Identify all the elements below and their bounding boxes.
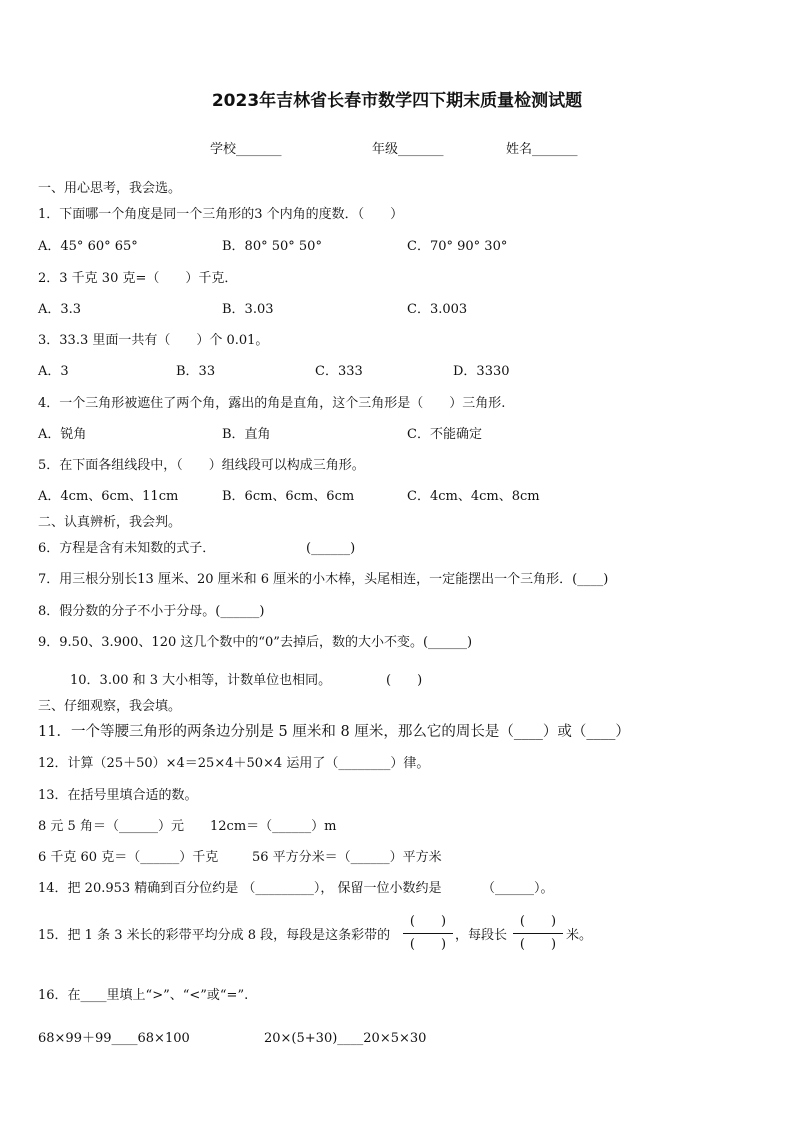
- option-a[interactable]: A．锐角: [38, 427, 87, 442]
- question-stem: 3．33.3 里面一共有（ ）个 0.01。: [38, 333, 269, 348]
- denominator-blank: ( ): [519, 937, 557, 952]
- option-c[interactable]: C．70° 90° 30°: [407, 239, 508, 254]
- question-stem: 11．一个等腰三角形的两条边分别是 5 厘米和 8 厘米，那么它的周长是（____）或（____）: [38, 724, 630, 740]
- question-stem: 1．下面哪一个角度是同一个三角形的3 个内角的度数．（ ）: [38, 207, 404, 222]
- fill-item: 12cm＝（______）m: [210, 819, 337, 834]
- answer-blank[interactable]: （______）。: [482, 881, 554, 896]
- fill-item: 6 千克 60 克＝（______）千克: [38, 850, 219, 865]
- answer-blank[interactable]: (______): [306, 541, 356, 556]
- question-stem: 15．把 1 条 3 米长的彩带平均分成 8 段，每段是这条彩带的: [38, 928, 391, 943]
- page-title: 2023年吉林省长春市数学四下期末质量检测试题: [211, 91, 583, 111]
- option-a[interactable]: A．4cm、6cm、11cm: [38, 489, 179, 504]
- fraction-blank-2[interactable]: [513, 913, 563, 954]
- question-stem: 5．在下面各组线段中，（ ）组线段可以构成三角形。: [38, 458, 365, 473]
- option-b[interactable]: B．直角: [222, 427, 271, 442]
- grade-field[interactable]: 年级_______: [372, 142, 444, 157]
- question-stem: 2．3 千克 30 克=（ ）千克．: [38, 271, 238, 286]
- option-b[interactable]: B．33: [176, 364, 216, 379]
- section-heading: 一、用心思考，我会选。: [38, 181, 182, 196]
- question-stem: 14．把 20.953 精确到百分位约是 （_________）， 保留一位小数约是: [38, 881, 442, 896]
- option-c[interactable]: C．不能确定: [407, 427, 482, 442]
- section-heading: 二、认真辨析，我会判。: [38, 515, 182, 530]
- question-stem: 4．一个三角形被遮住了两个角，露出的角是直角，这个三角形是（ ）三角形.: [38, 396, 506, 411]
- option-b[interactable]: B．3.03: [222, 302, 274, 317]
- question-stem: 7．用三根分别长13 厘米、20 厘米和 6 厘米的小木棒，头尾相连，一定能摆出一个三角形．(____): [38, 572, 609, 587]
- fill-item: 8 元 5 角＝（______）元: [38, 819, 184, 834]
- option-d[interactable]: D．3330: [453, 364, 510, 379]
- option-b[interactable]: B．6cm、6cm、6cm: [222, 489, 355, 504]
- option-a[interactable]: A．3: [38, 364, 69, 379]
- question-text: 米。: [566, 928, 593, 943]
- question-stem: 6．方程是含有未知数的式子．: [38, 541, 216, 556]
- numerator-blank: ( ): [519, 914, 557, 929]
- fraction-bar: [403, 933, 453, 934]
- denominator-blank: ( ): [409, 937, 447, 952]
- question-stem: 13．在括号里填合适的数。: [38, 788, 198, 803]
- question-stem: 12．计算（25＋50）×4＝25×4＋50×4 运用了（________）律。: [38, 756, 430, 771]
- option-a[interactable]: A．3.3: [38, 302, 82, 317]
- question-text: ，每段长: [455, 928, 508, 943]
- option-a[interactable]: A．45° 60° 65°: [38, 239, 138, 254]
- compare-expression: 68×99＋99____68×100: [38, 1031, 190, 1046]
- school-field[interactable]: 学校_______: [210, 142, 282, 157]
- option-b[interactable]: B．80° 50° 50°: [222, 239, 322, 254]
- section-heading: 三、仔细观察，我会填。: [38, 699, 182, 714]
- fraction-bar: [513, 933, 563, 934]
- question-stem: 10．3.00 和 3 大小相等，计数单位也相同。: [70, 673, 332, 688]
- question-stem: 8．假分数的分子不小于分母。(______): [38, 604, 265, 619]
- fraction-blank-1[interactable]: [403, 913, 453, 954]
- compare-expression: 20×(5+30)____20×5×30: [264, 1031, 427, 1046]
- answer-blank[interactable]: ( ): [386, 673, 423, 688]
- fill-item: 56 平方分米＝（______）平方米: [252, 850, 442, 865]
- numerator-blank: ( ): [409, 914, 447, 929]
- option-c[interactable]: C．4cm、4cm、8cm: [407, 489, 540, 504]
- question-stem: 9．9.50、3.900、120 这几个数中的“0”去掉后，数的大小不变。(______): [38, 635, 473, 650]
- option-c[interactable]: C．333: [315, 364, 363, 379]
- option-c[interactable]: C．3.003: [407, 302, 468, 317]
- question-stem: 16．在____里填上“>”、“<”或“=”.: [38, 988, 249, 1003]
- name-field[interactable]: 姓名_______: [506, 142, 578, 157]
